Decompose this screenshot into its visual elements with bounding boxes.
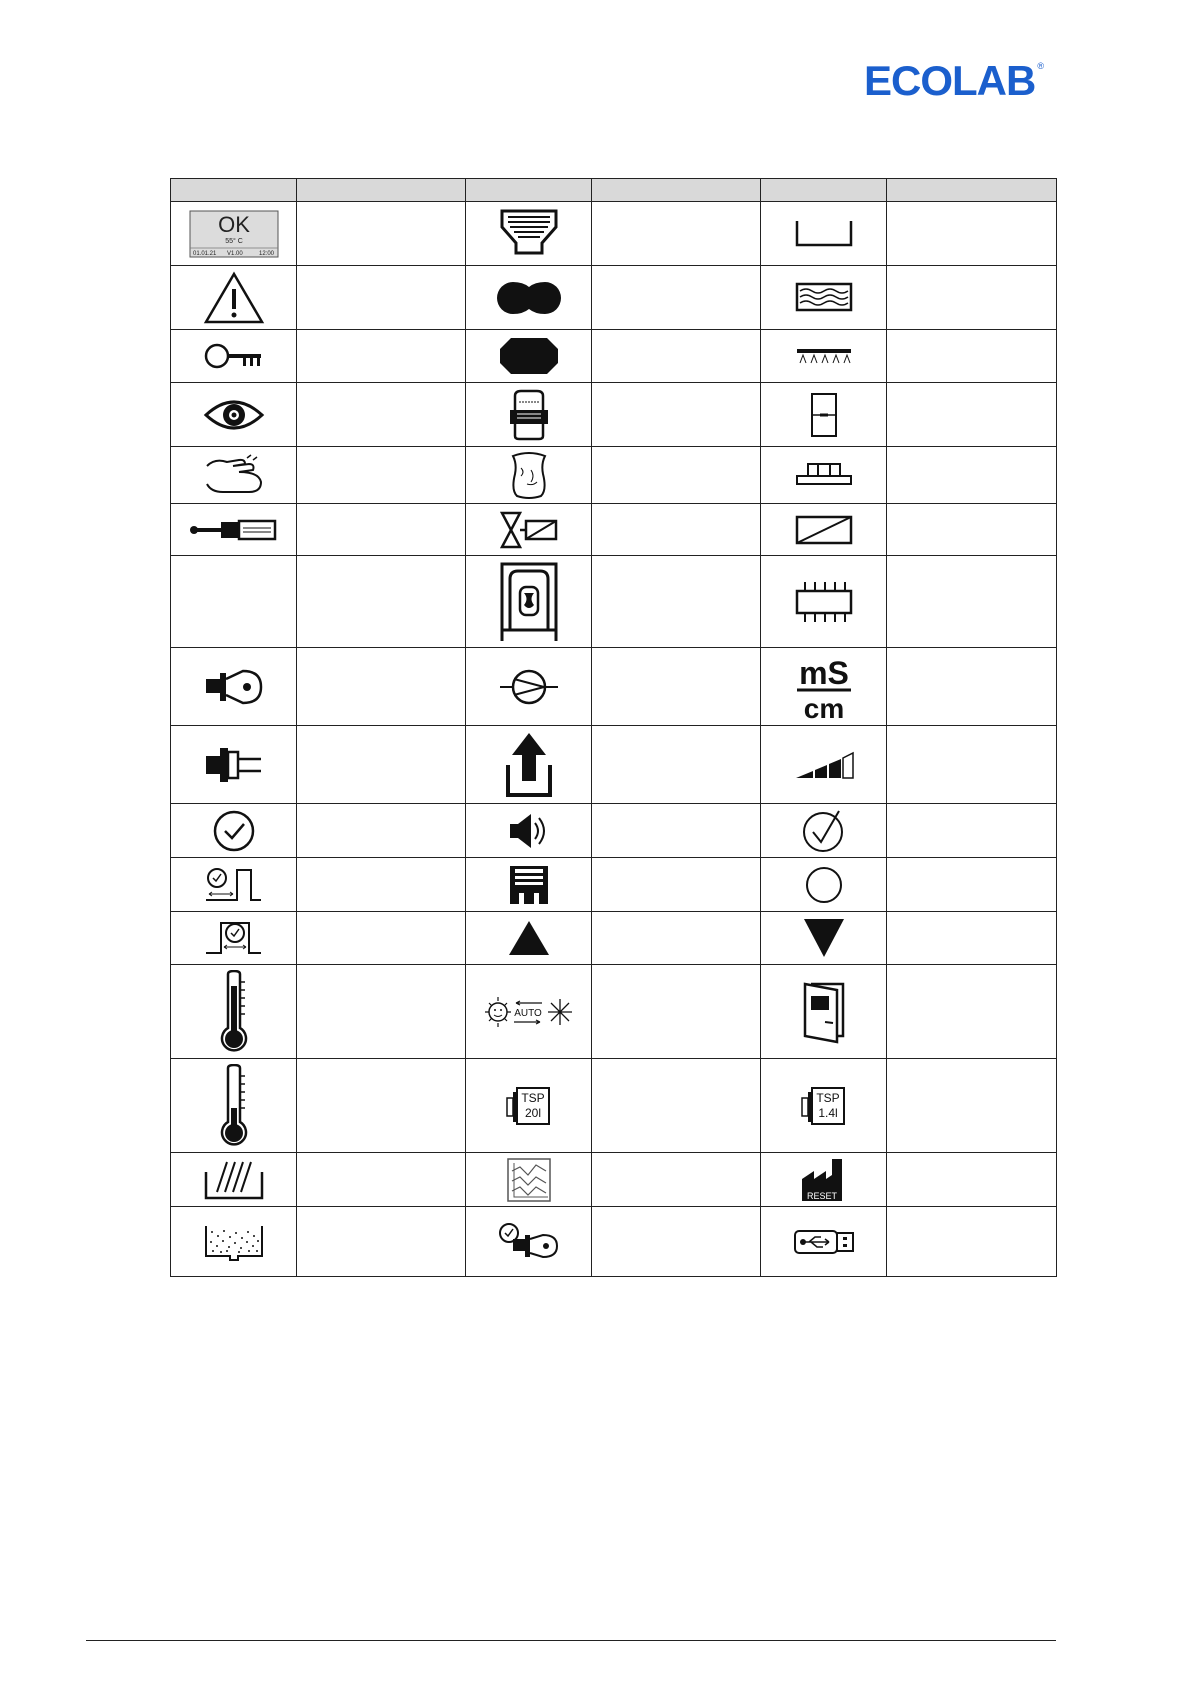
empty-circle-icon	[761, 858, 887, 912]
warning-triangle-icon	[171, 266, 297, 330]
svg-text:TSP: TSP	[815, 1090, 840, 1105]
save-disk-icon	[466, 858, 592, 912]
table-row	[171, 266, 1057, 330]
tank-empty-icon	[761, 202, 887, 266]
table-row	[171, 383, 1057, 447]
conveyor-icon	[761, 447, 887, 504]
header-cell	[466, 179, 592, 202]
header-cell	[592, 179, 761, 202]
timer-delay-icon	[171, 912, 297, 965]
factory-reset-icon	[761, 1153, 887, 1207]
heating-element-icon	[761, 556, 887, 648]
table-row	[171, 648, 1057, 726]
header-cell	[887, 179, 1057, 202]
table-row	[171, 202, 1057, 266]
signal-level-icon	[761, 726, 887, 804]
svg-text:12:00: 12:00	[258, 250, 274, 257]
thermometer-icon	[171, 965, 297, 1059]
svg-text:55° C: 55° C	[224, 237, 243, 245]
svg-text:RESET: RESET	[806, 1190, 837, 1201]
svg-text:AUTO: AUTO	[513, 1007, 542, 1019]
detergent-container-icon	[466, 383, 592, 447]
table-row	[171, 912, 1057, 965]
table-row	[171, 1059, 1057, 1153]
thermometer-low-icon	[171, 1059, 297, 1153]
table-row	[171, 726, 1057, 804]
display-ok-screen	[171, 202, 297, 266]
hand-icon	[171, 447, 297, 504]
wash-program-octagon-icon	[466, 330, 592, 383]
table-row	[171, 504, 1057, 556]
usb-stick-icon	[761, 1207, 887, 1277]
timer-pulse-icon	[171, 858, 297, 912]
svg-text:20l: 20l	[524, 1105, 541, 1120]
ok-label: OK	[217, 211, 250, 237]
svg-text:1.4l: 1.4l	[817, 1105, 838, 1120]
logo-text: ECOLAB	[864, 57, 1036, 104]
spray-bar-icon	[761, 330, 887, 383]
sensor-probe-icon	[171, 648, 297, 726]
table-row	[171, 556, 1057, 648]
footer-divider	[86, 1640, 1056, 1641]
table-row	[171, 804, 1057, 858]
svg-text:TSP: TSP	[520, 1090, 545, 1105]
table-row	[171, 858, 1057, 912]
symbol-table	[170, 178, 1057, 1277]
header-cell	[761, 179, 887, 202]
svg-text:mS: mS	[798, 654, 849, 691]
foam-tank-icon	[171, 1207, 297, 1277]
dispenser-unit-icon	[466, 556, 592, 648]
tank-water-icon	[761, 266, 887, 330]
screwdriver-icon	[171, 504, 297, 556]
table-row	[171, 1207, 1057, 1277]
triangle-up-icon	[466, 912, 592, 965]
svg-text:V1.00: V1.00	[226, 250, 243, 257]
table-row	[171, 330, 1057, 383]
pump-icon	[466, 648, 592, 726]
ecolab-logo	[864, 57, 1044, 104]
table-row	[171, 1153, 1057, 1207]
eye-icon	[171, 383, 297, 447]
table-row	[171, 965, 1057, 1059]
header-cell	[297, 179, 466, 202]
conductivity-unit-icon	[761, 648, 887, 726]
solenoid-valve-icon	[466, 504, 592, 556]
door-icon	[761, 383, 887, 447]
rinse-tank-icon	[171, 1153, 297, 1207]
check-circle-icon	[761, 804, 887, 858]
key-icon	[171, 330, 297, 383]
manual-book-icon	[761, 965, 887, 1059]
sack-icon	[466, 447, 592, 504]
table-row	[171, 447, 1057, 504]
header-cell	[171, 179, 297, 202]
tsp-20l-icon	[466, 1059, 592, 1153]
hopper-icon	[466, 202, 592, 266]
table-header-row	[171, 179, 1057, 202]
triangle-down-icon	[761, 912, 887, 965]
svg-text:cm: cm	[803, 692, 844, 722]
wash-program-rounded-icon	[466, 266, 592, 330]
upload-icon	[466, 726, 592, 804]
tsp-14l-icon	[761, 1059, 887, 1153]
plug-connector-icon	[171, 726, 297, 804]
contactor-icon	[761, 504, 887, 556]
logo-registered-mark: ®	[1037, 61, 1044, 71]
auto-mode-icon	[466, 965, 592, 1059]
speaker-icon	[466, 804, 592, 858]
svg-text:01.01.21: 01.01.21	[192, 250, 216, 257]
timer-sensor-icon	[466, 1207, 592, 1277]
clock-icon	[171, 804, 297, 858]
graph-chart-icon	[466, 1153, 592, 1207]
